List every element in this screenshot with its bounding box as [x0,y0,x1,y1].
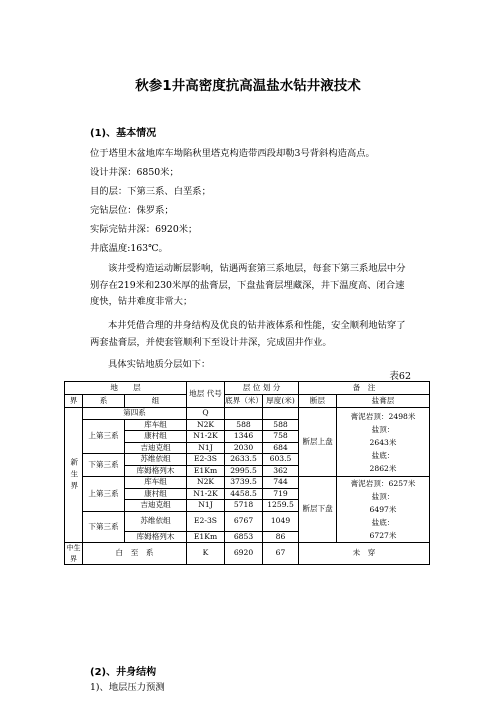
header-strata: 地 层 [65,382,187,395]
code: N1J [187,500,225,512]
code: N2K [187,419,225,431]
formation: 吉迪克组 [125,500,187,512]
salt-upper: 膏泥岩顶：2498米 盐顶： 2643米 盐底： 2862米 [337,408,430,477]
code: N1-2K [187,488,225,500]
text-line: 位于塔里木盆地库车坳陷秋里塔克构造带西段却勒3号背斜构造高点。 [90,148,375,159]
header-zu: 组 [125,395,187,408]
thickness: 362 [263,465,299,477]
document-title: 秋参1井高密度抗高温盐水钻井液技术 [135,78,361,94]
depth: 6853 [225,531,263,543]
formation: 康村组 [125,488,187,500]
thickness: 67 [263,543,299,565]
depth: 2030 [225,442,263,454]
system-lower-tertiary: 下第三系 [83,454,125,477]
paragraph-result: 本井凭借合理的井身结构及优良的钻井液体系和性能，安全顺利地钻穿了两套盐膏层，并使套管顺利下至设计井深，完成固井作业。 [90,320,406,348]
code: N2K [187,477,225,489]
text-line: 完钻层位：侏罗系； [90,205,174,216]
era-cenozoic: 新生界 [65,408,83,543]
header-bottom-depth: 底界（米） [225,395,263,408]
text-line: 目的层：下第三系、白垩系； [90,186,211,197]
depth: 4458.5 [225,488,263,500]
header-thickness: 厚度(米) [263,395,299,408]
code: N1J [187,442,225,454]
text-line: 井底温度:163℃。 [90,243,168,254]
depth: 2995.5 [225,465,263,477]
header-notes: 备 注 [299,382,430,395]
header-xi: 系 [83,395,125,408]
formation: 苏维依组 [125,511,187,531]
thickness: 719 [263,488,299,500]
stratigraphy-table [64,381,430,565]
header-fault: 断层 [299,395,337,408]
era-mesozoic: 中生界 [66,544,81,563]
thickness: 758 [263,431,299,443]
code-k: K [187,543,225,565]
fault-upper: 断层上盘 [299,408,337,477]
table-caption: 表62 [389,371,411,382]
depth: 6767 [225,511,263,531]
thickness: 86 [263,531,299,543]
text-line: 设计井深：6850米； [90,167,179,178]
paragraph-fault-description: 该井受构造运动断层影响，钻遇两套第三系地层，每套下第三系地层中分别存在219米和230米厚的盐膏层，下盘盐膏层埋藏深，井下温度高、闭合速度快，钻井难度非常大； [90,263,406,308]
thickness: 684 [263,442,299,454]
formation: 苏维依组 [125,454,187,466]
header-code: 地层 代号 [187,382,225,408]
salt-lower: 膏泥岩顶：6257米 盐顶： 6497米 盐底： 6727米 [337,477,430,543]
system-quaternary: 第四系 [83,408,187,420]
depth: 1346 [225,431,263,443]
formation: 库姆格列木 [125,465,187,477]
depth: 588 [225,419,263,431]
thickness: 1049 [263,511,299,531]
depth: 6920 [225,543,263,565]
header-division: 层 位 划 分 [225,382,299,395]
text-line: 实际完钻井深：6920米； [90,224,198,235]
system-cretaceous: 白 至 系 [83,543,187,565]
depth: 3739.5 [225,477,263,489]
formation: 库车组 [125,419,187,431]
code: E2-3S [187,454,225,466]
table-intro: 具体实钻地质分层如下： [108,359,211,370]
formation: 库车组 [125,477,187,489]
fault-lower: 断层下盘 [299,477,337,543]
formation: 吉迪克组 [125,442,187,454]
header-salt: 盐膏层 [337,395,430,408]
system-lower-tertiary: 下第三系 [83,511,125,543]
code: E1Km [187,465,225,477]
thickness: 744 [263,477,299,489]
code: E1Km [187,531,225,543]
code: N1-2K [187,431,225,443]
formation: 康村组 [125,431,187,443]
thickness: 588 [263,419,299,431]
header-jie: 界 [65,395,83,408]
section-heading-well-structure: (2)、井身结构 [90,667,157,678]
system-upper-tertiary: 上第三系 [83,477,125,512]
system-upper-tertiary: 上第三系 [83,419,125,454]
code: E2-3S [187,511,225,531]
thickness: 1259.5 [263,500,299,512]
depth: 2633.5 [225,454,263,466]
section-heading-basic-info: (1)、基本情况 [90,128,157,139]
formation: 库姆格列木 [125,531,187,543]
code-q: Q [187,408,225,420]
note-not-penetrated: 未 穿 [299,543,430,565]
depth: 5718 [225,500,263,512]
subsection-pressure-prediction: 1)、地层压力预测 [90,682,165,693]
thickness: 603.5 [263,454,299,466]
